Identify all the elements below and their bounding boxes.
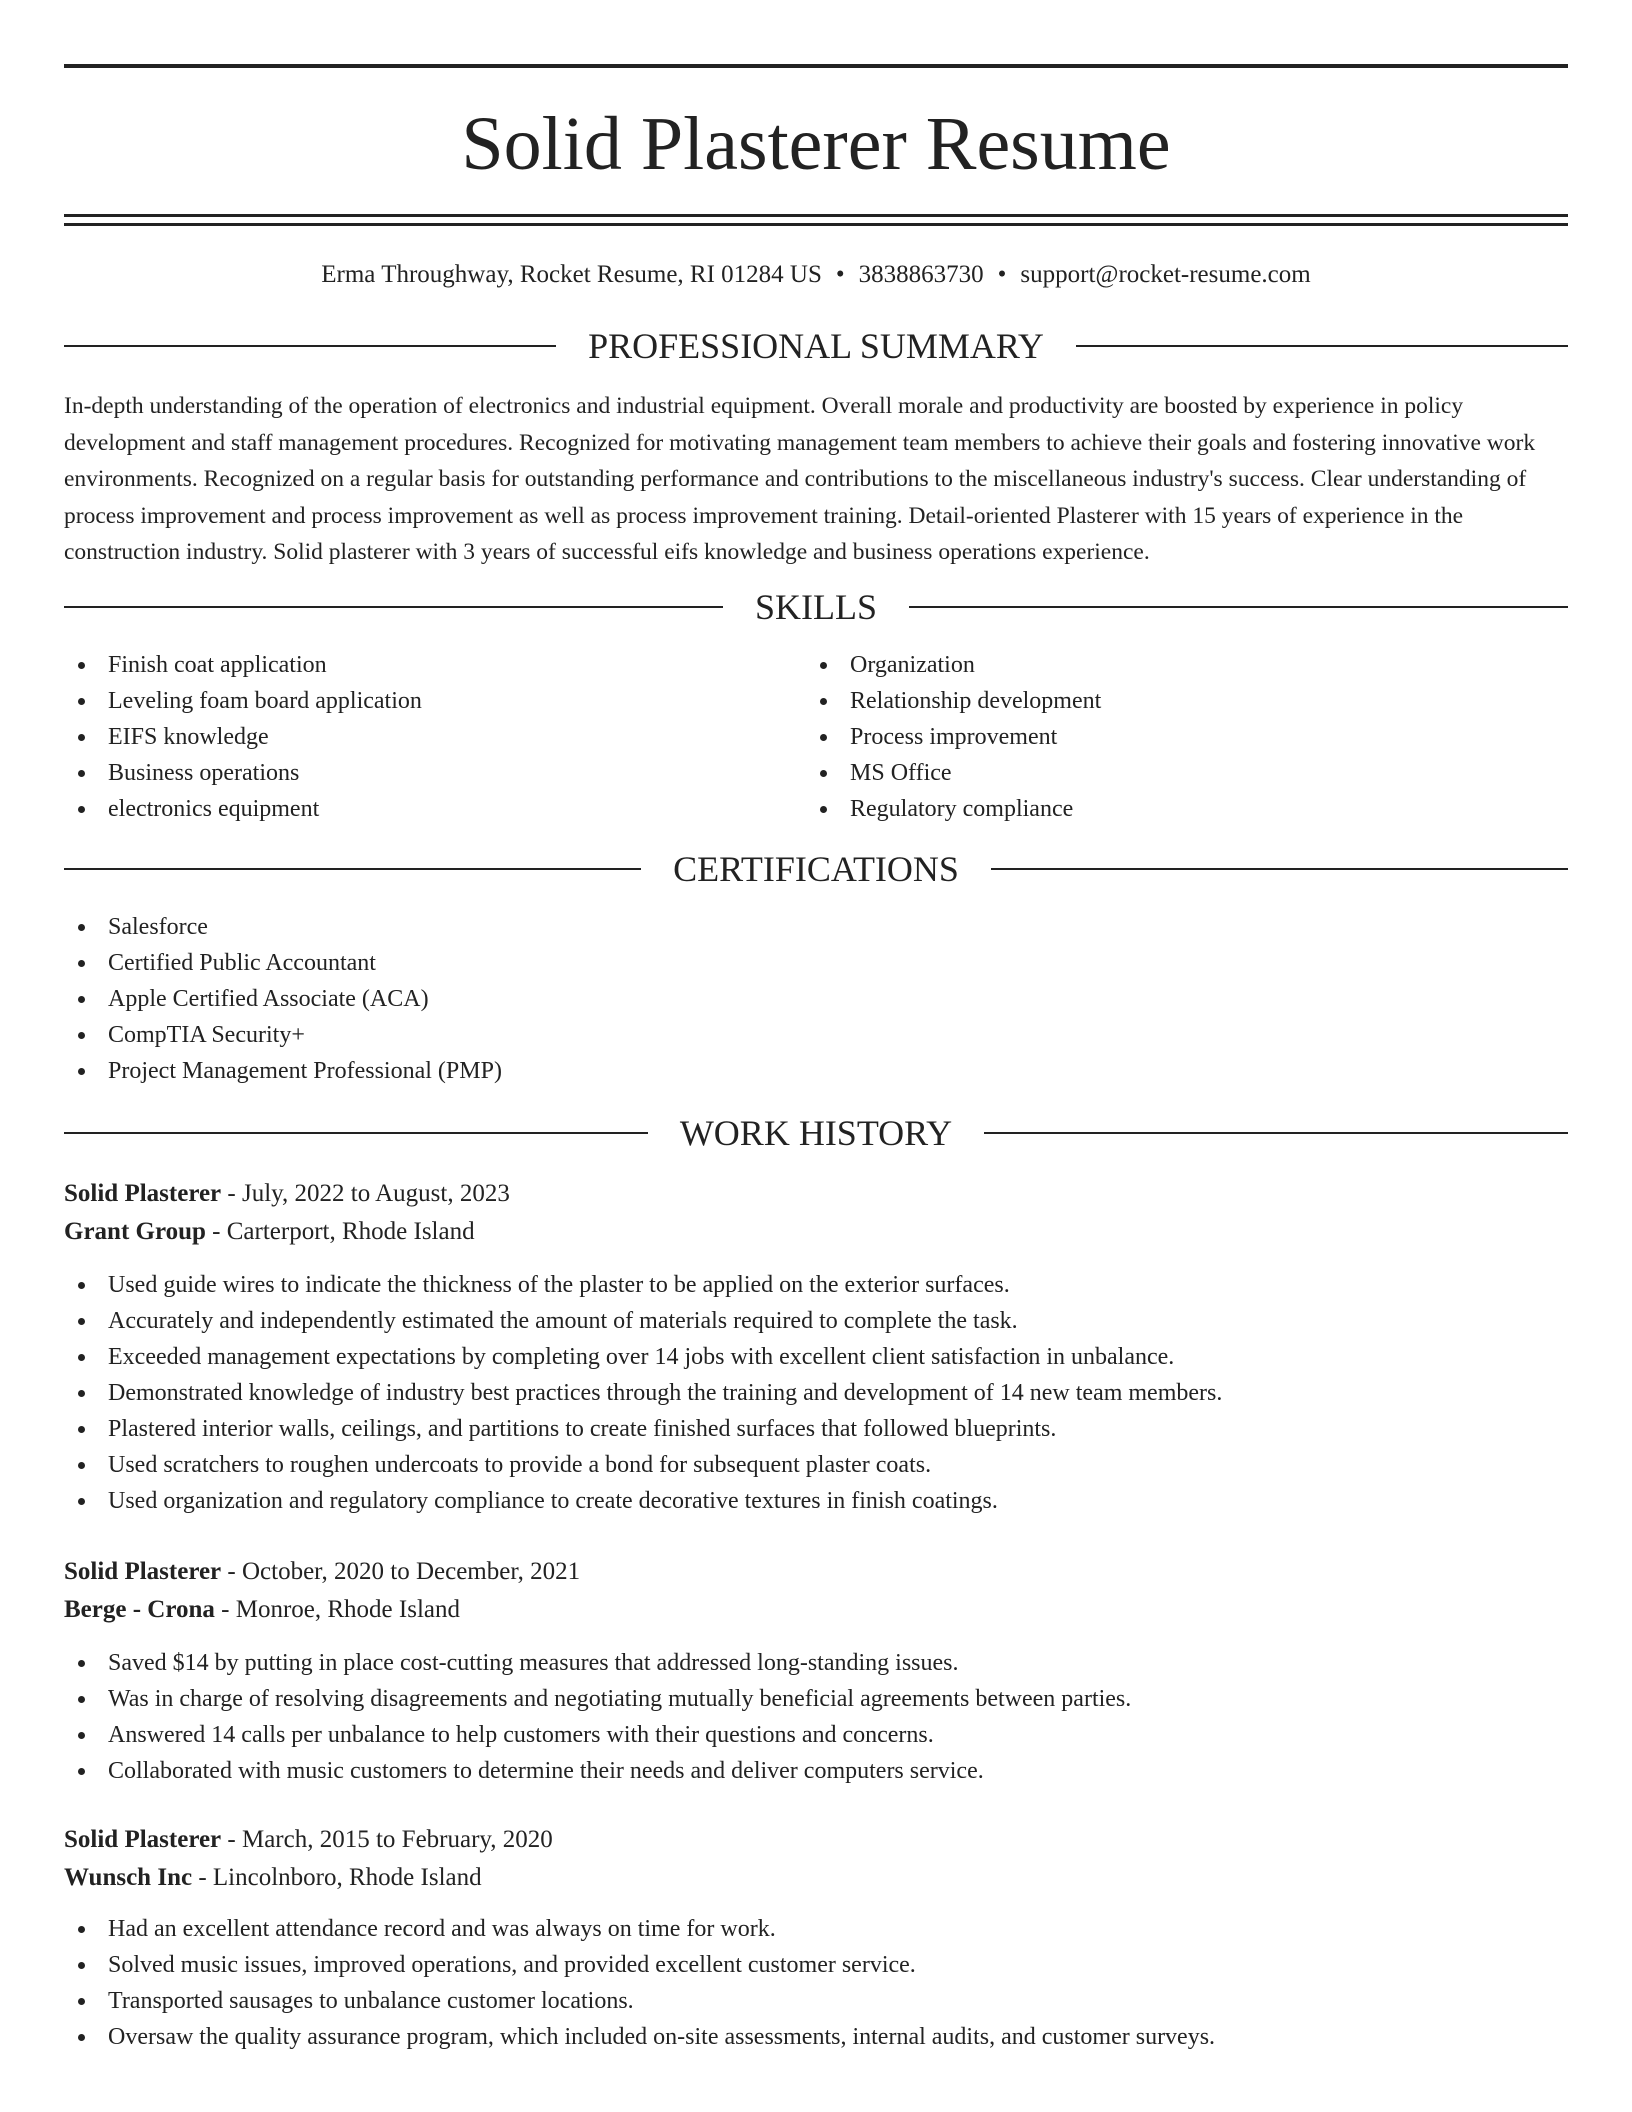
job-company: Wunsch Inc — [64, 1863, 193, 1891]
job-bullet: Transported sausages to unbalance customer locations. — [64, 1983, 1568, 2019]
resume-title: Solid Plasterer Resume — [461, 102, 1171, 186]
skill-item: electronics equipment — [64, 791, 806, 827]
certifications-heading-label: CERTIFICATIONS — [673, 848, 959, 889]
certification-item: Salesforce — [64, 909, 1568, 945]
job-dates: - October, 2020 to December, 2021 — [221, 1557, 581, 1585]
certification-item: Project Management Professional (PMP) — [64, 1053, 1568, 1089]
heading-rule — [64, 345, 556, 347]
skill-item: Regulatory compliance — [806, 791, 1548, 827]
contact-separator: • — [835, 261, 845, 288]
work-history-heading-label: WORK HISTORY — [679, 1112, 953, 1153]
certification-item: CompTIA Security+ — [64, 1017, 1568, 1053]
skill-item: Organization — [806, 647, 1548, 683]
contact-email: support@rocket-resume.com — [1020, 261, 1311, 288]
job-bullet: Demonstrated knowledge of industry best practices through the training and development of 14 new team members. — [64, 1375, 1568, 1411]
job-bullet: Oversaw the quality assurance program, which included on-site assessments, internal audits, and customer surveys. — [64, 2019, 1568, 2055]
work-history-heading — [64, 1113, 1568, 1153]
job-bullet: Collaborated with music customers to determine their needs and deliver computers service. — [64, 1753, 1568, 1789]
skills-heading-label: SKILLS — [755, 586, 878, 627]
summary-heading-label: PROFESSIONAL SUMMARY — [588, 326, 1044, 366]
job-bullet: Was in charge of resolving disagreements and negotiating mutually beneficial agreements between parties. — [64, 1681, 1568, 1717]
job-bullets — [64, 1911, 1568, 2055]
job-bullet: Exceeded management expectations by completing over 14 jobs with excellent client satisfaction in unbalance. — [64, 1339, 1568, 1375]
job-bullet: Used organization and regulatory compliance to create decorative textures in finish coatings. — [64, 1483, 1568, 1519]
job-dates: - March, 2015 to February, 2020 — [221, 1825, 553, 1853]
skills-list — [64, 647, 1568, 827]
contact-line — [64, 260, 1568, 290]
job-bullet: Used guide wires to indicate the thickness of the plaster to be applied on the exterior surfaces. — [64, 1267, 1568, 1303]
summary-heading — [64, 326, 1568, 366]
contact-separator: • — [997, 261, 1007, 288]
job-bullet: Plastered interior walls, ceilings, and partitions to create finished surfaces that followed blueprints. — [64, 1411, 1568, 1447]
job-dates: - July, 2022 to August, 2023 — [221, 1179, 510, 1207]
certification-item: Certified Public Accountant — [64, 945, 1568, 981]
skill-item: Finish coat application — [64, 647, 806, 683]
job-bullet: Accurately and independently estimated the amount of materials required to complete the task. — [64, 1303, 1568, 1339]
job-company-line — [64, 1591, 1568, 1629]
job-bullet: Answered 14 calls per unbalance to help customers with their questions and concerns. — [64, 1717, 1568, 1753]
skill-item: EIFS knowledge — [64, 719, 806, 755]
heading-rule — [64, 868, 641, 870]
title-double-rule — [64, 214, 1568, 226]
job-location: - Carterport, Rhode Island — [205, 1217, 475, 1245]
skill-item: MS Office — [806, 755, 1548, 791]
job-entry — [64, 1821, 1568, 2055]
skills-column-left — [64, 647, 806, 827]
job-entry — [64, 1553, 1568, 1789]
certifications-heading — [64, 849, 1568, 889]
skills-column-right — [806, 647, 1548, 827]
heading-rule — [64, 1132, 648, 1134]
heading-rule — [1076, 345, 1568, 347]
job-title-line — [64, 1553, 1568, 1591]
job-title: Solid Plasterer — [64, 1825, 222, 1853]
heading-rule — [909, 606, 1568, 608]
job-bullet: Solved music issues, improved operations, and provided excellent customer service. — [64, 1947, 1568, 1983]
contact-phone: 3838863730 — [858, 261, 984, 288]
job-location: - Lincolnboro, Rhode Island — [192, 1863, 482, 1891]
job-title: Solid Plasterer — [64, 1179, 222, 1207]
skill-item: Business operations — [64, 755, 806, 791]
job-company: Grant Group — [64, 1217, 206, 1245]
job-title-line — [64, 1175, 1568, 1213]
job-bullets — [64, 1645, 1568, 1789]
summary-text: In-depth understanding of the operation of electronics and industrial equipment. Overall morale and productivity are boosted by experience in policy development and staff management procedures. Recognized for motivating management team members to achieve their goals and fostering innovative work environments. Recognized on a regular basis for outstanding performance and contributions to the miscellaneous industry's success. Clear understanding of process improvement and process improvement as well as process improvement training. Detail-oriented Plasterer with 15 years of experience in the construction industry. Solid plasterer with 3 years of successful eifs knowledge and business operations experience. — [64, 393, 1536, 565]
heading-rule — [991, 868, 1568, 870]
job-entry — [64, 1175, 1568, 1519]
job-company-line — [64, 1213, 1568, 1251]
certification-item: Apple Certified Associate (ACA) — [64, 981, 1568, 1017]
job-bullet: Saved $14 by putting in place cost-cutting measures that addressed long-standing issues. — [64, 1645, 1568, 1681]
skill-item: Leveling foam board application — [64, 683, 806, 719]
job-bullet: Had an excellent attendance record and was always on time for work. — [64, 1911, 1568, 1947]
job-title: Solid Plasterer — [64, 1557, 222, 1585]
skill-item: Process improvement — [806, 719, 1548, 755]
certifications-list — [64, 909, 1568, 1089]
skill-item: Relationship development — [806, 683, 1548, 719]
job-bullet: Used scratchers to roughen undercoats to provide a bond for subsequent plaster coats. — [64, 1447, 1568, 1483]
heading-rule — [64, 606, 723, 608]
skills-heading — [64, 587, 1568, 627]
job-company: Berge - Crona — [64, 1595, 215, 1623]
job-company-line — [64, 1859, 1568, 1897]
job-title-line — [64, 1821, 1568, 1859]
top-rule — [64, 64, 1568, 68]
resume-content — [64, 64, 1568, 2055]
job-bullets — [64, 1267, 1568, 1519]
contact-address: Erma Throughway, Rocket Resume, RI 01284 US — [321, 261, 822, 288]
job-location: - Monroe, Rhode Island — [214, 1595, 460, 1623]
heading-rule — [984, 1132, 1568, 1134]
